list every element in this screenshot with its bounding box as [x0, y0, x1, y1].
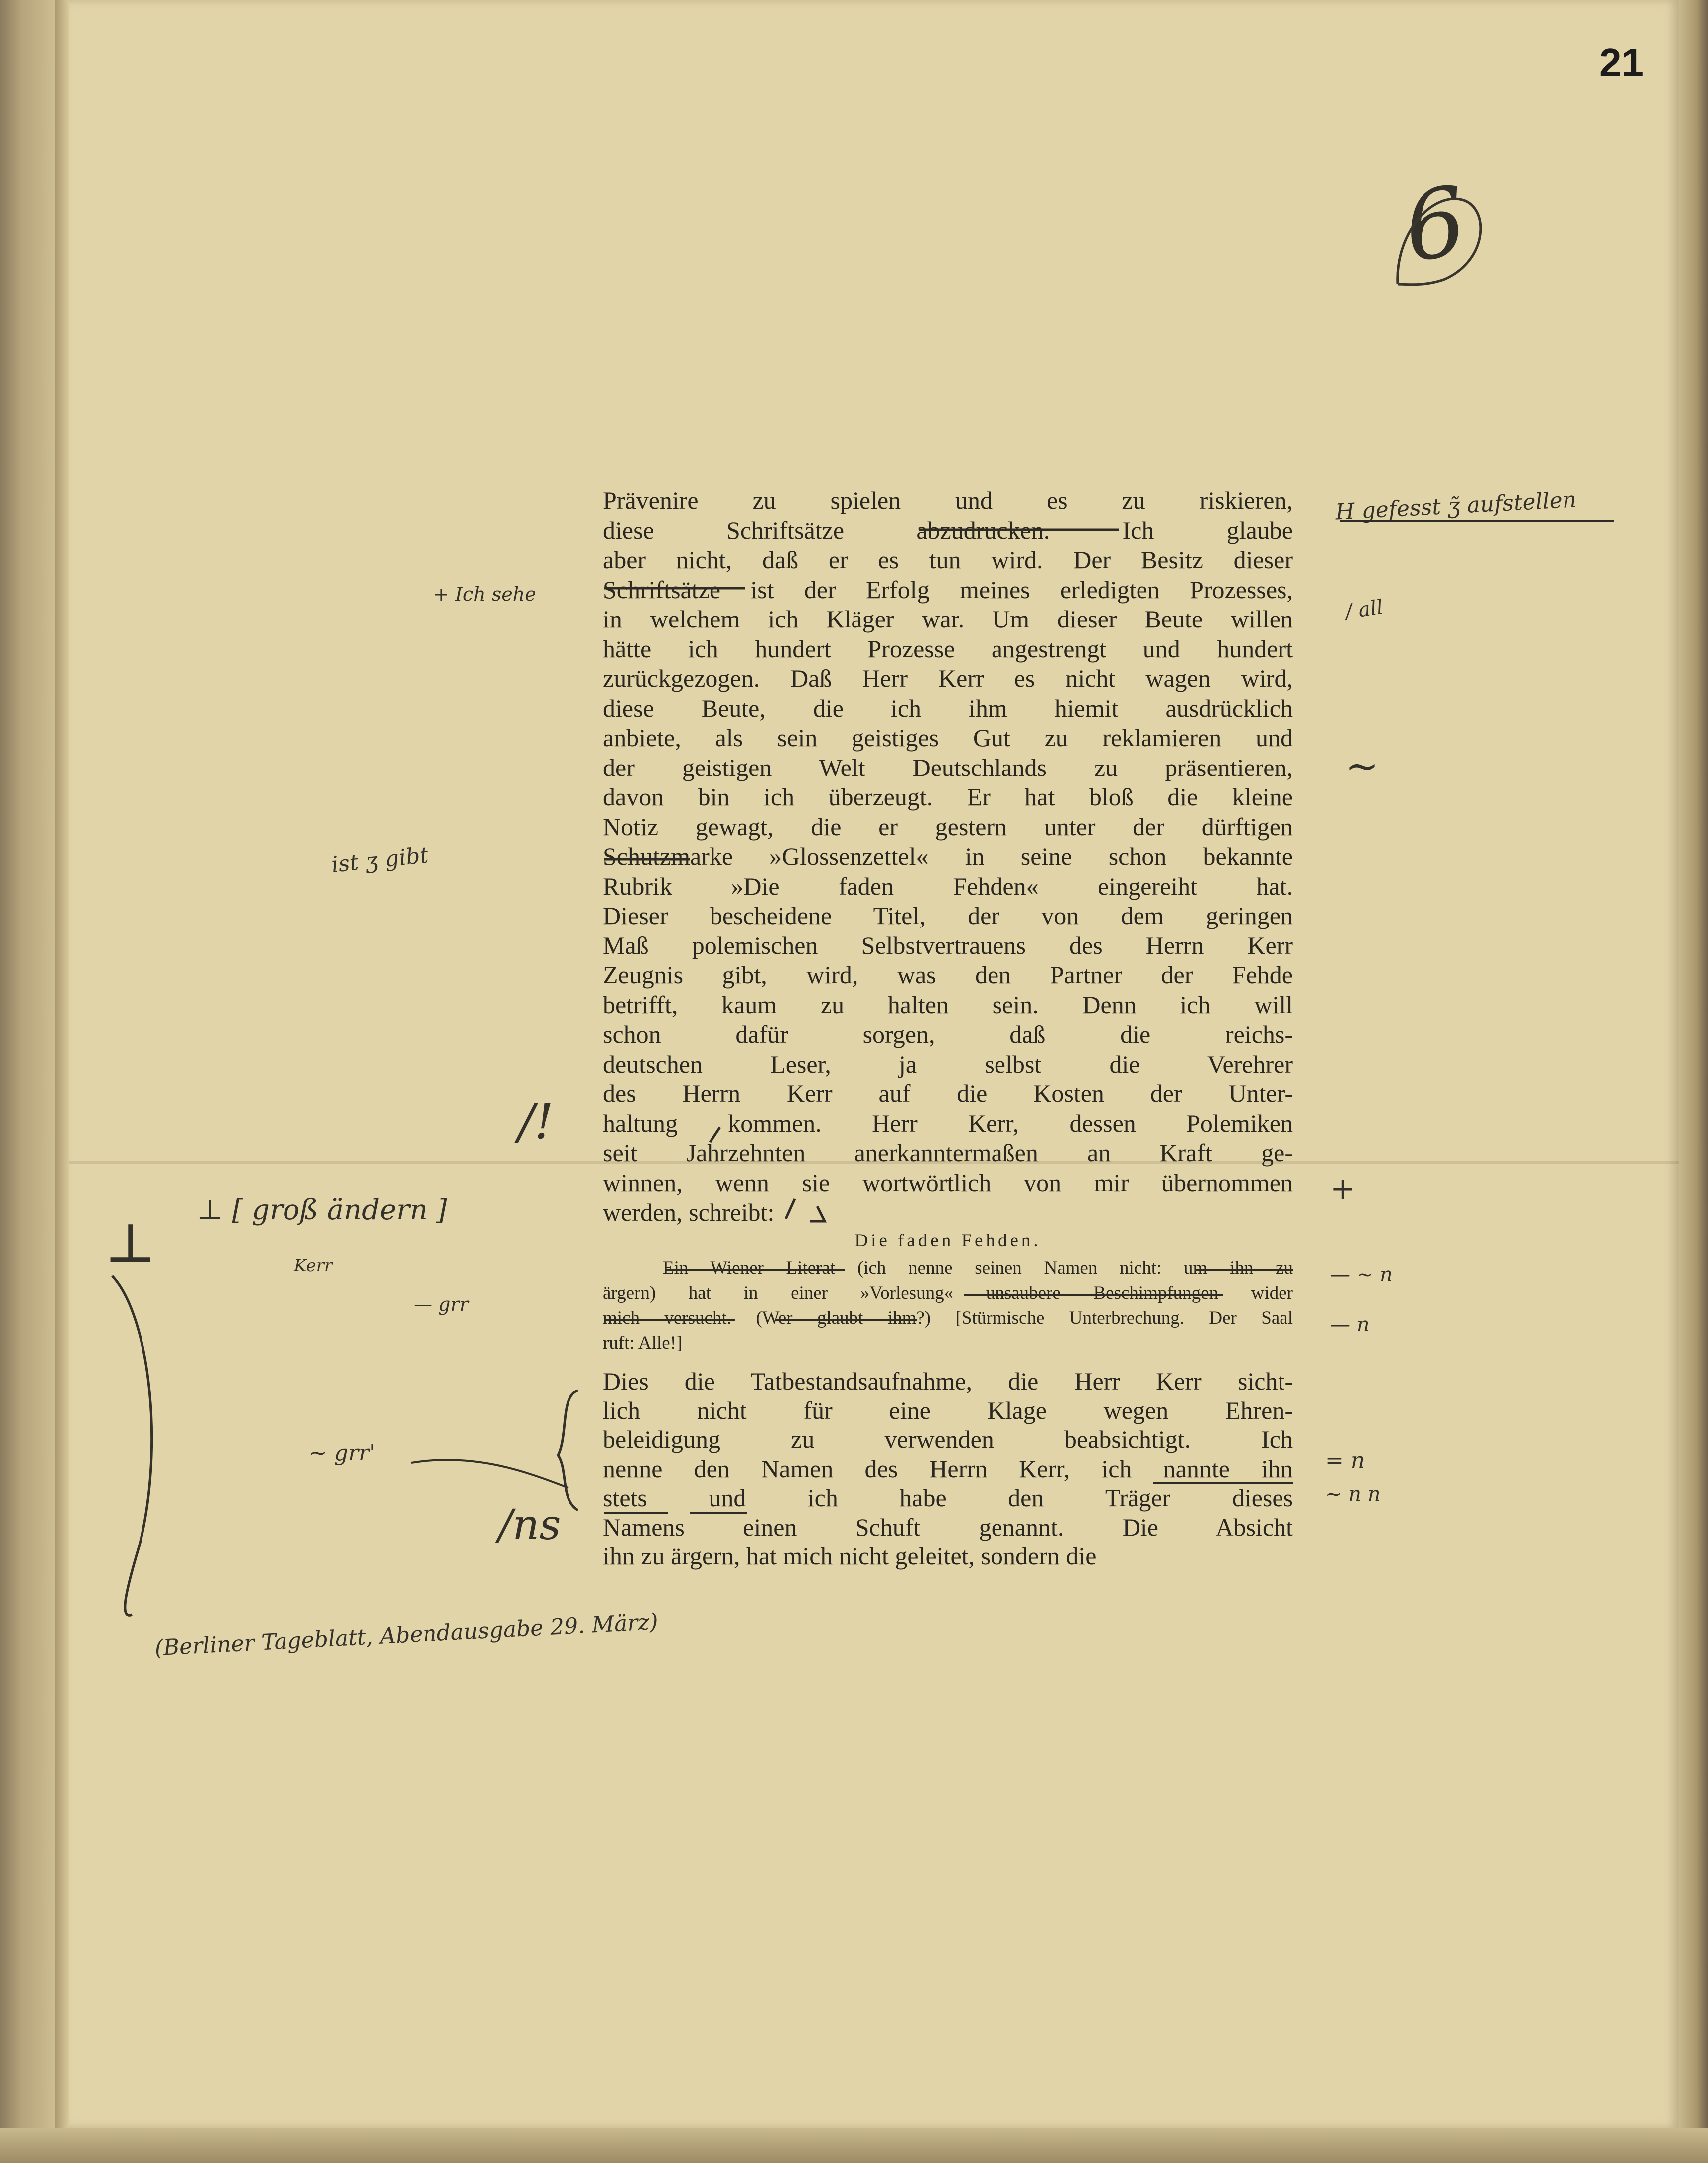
text-line: schon dafür sorgen, daß die reichs- [603, 1020, 1293, 1048]
quote-line: ruft: Alle!] [603, 1333, 683, 1353]
text-line: diese Schriftsätze abzudrucken. Ich glaube [603, 516, 1293, 544]
text-line: haltung kommen. Herr Kerr, dessen Polemiken [603, 1109, 1293, 1137]
handwritten-note: — ~ n [1330, 1263, 1393, 1286]
text-line: nenne den Namen des Herrn Kerr, ich nannte ihn [603, 1454, 1293, 1483]
insertion-mark [710, 1127, 720, 1142]
circle-mark [1398, 199, 1481, 285]
text-line: Rubrik »Die faden Fehden« eingereiht hat. [603, 872, 1293, 900]
text-line: seit Jahrzehnten anerkanntermaßen an Kraft ge- [603, 1139, 1293, 1167]
text-line: deutschen Leser, ja selbst die Verehrer [603, 1050, 1293, 1078]
handwritten-note: (Berliner Tageblatt, Abendausgabe 29. März) [154, 1609, 659, 1661]
connector-line [411, 1460, 568, 1488]
handwritten-note: /! [518, 1094, 554, 1150]
handwritten-note: + Ich sehe [433, 583, 536, 605]
handwritten-note: H gefesst ʒ̃ aufstellen [1334, 487, 1577, 525]
text-line: stets und ich habe den Träger dieses [603, 1484, 1293, 1512]
text-line: winnen, wenn sie wortwörtlich von mir übernommen [603, 1168, 1293, 1197]
handwritten-note: — n [1330, 1313, 1370, 1336]
text-line: diese Beute, die ich ihm hiemit ausdrücklich [603, 694, 1293, 722]
brace-mark [558, 1390, 578, 1510]
handwritten-note: ⊥ [ groß ändern ] [197, 1194, 447, 1226]
handwritten-note: /ns [498, 1500, 561, 1549]
quote-line: Ein Wiener Literat (ich nenne seinen Namen nicht: um ihn zu [663, 1258, 1293, 1278]
text-line: zurückgezogen. Daß Herr Kerr es nicht wagen wird, [603, 664, 1293, 692]
text-line: in welchem ich Kläger war. Um dieser Beute willen [603, 605, 1293, 633]
handwritten-note: + [1330, 1171, 1356, 1206]
text-line: ihn zu ärgern, hat mich nicht geleitet, sondern die [603, 1542, 1097, 1570]
text-line: Dies die Tatbestandsaufnahme, die Herr Kerr sicht- [603, 1367, 1293, 1395]
text-line: Namens einen Schuft genannt. Die Absicht [603, 1513, 1293, 1541]
quote-title: Die faden Fehden. [854, 1231, 1041, 1251]
text-line: Schutzmarke »Glossenzettel« in seine schon bekannte [603, 842, 1293, 870]
page-number: 21 [1599, 40, 1644, 85]
insertion-mark [786, 1199, 825, 1221]
quote-line: ärgern) hat in einer »Vorlesung« unsaubere Beschimpfungen wider [603, 1283, 1293, 1303]
text-line: lich nicht für eine Klage wegen Ehren- [603, 1396, 1293, 1424]
handwritten-note: Kerr [294, 1256, 333, 1276]
handwritten-note: ~ n n [1325, 1483, 1381, 1506]
text-line: Maß polemischen Selbstvertrauens des Herrn Kerr [603, 931, 1293, 959]
text-line: der geistigen Welt Deutschlands zu präsentieren, [603, 753, 1293, 781]
text-line: betrifft, kaum zu halten sein. Denn ich will [603, 990, 1293, 1019]
bracket-mark [112, 1276, 152, 1615]
text-line: Prävenire zu spielen und es zu riskieren, [603, 486, 1293, 514]
text-line: Zeugnis gibt, wird, was den Partner der Fehde [603, 961, 1293, 989]
text-line: Dieser bescheidene Titel, der von dem geringen [603, 902, 1293, 929]
handwritten-note: = n [1325, 1448, 1365, 1473]
quote-line: mich versucht. (Wer glaubt ihm?) [Stürmische Unterbrechung. Der Saal [603, 1308, 1293, 1328]
text-line: aber nicht, daß er es tun wird. Der Besitz dieser [603, 546, 1293, 574]
handwritten-note: ~ grr' [309, 1440, 376, 1466]
text-line: davon bin ich überzeugt. Er hat bloß die kleine [603, 783, 1293, 811]
handwritten-note: ⊥ [105, 1211, 156, 1275]
handwritten-note: ~ [1345, 743, 1379, 789]
text-line: Notiz gewagt, die er gestern unter der dürftigen [603, 812, 1293, 841]
handwritten-note: — grr [414, 1293, 469, 1315]
text-line: anbiete, als sein geistiges Gut zu reklamieren und [603, 724, 1293, 752]
text-line: des Herrn Kerr auf die Kosten der Unter- [603, 1080, 1293, 1107]
text-line: hätte ich hundert Prozesse angestrengt und hundert [603, 634, 1293, 663]
handwritten-note: / all [1344, 595, 1385, 624]
text-line: Schriftsätze ist der Erfolg meines erledigten Prozesses, [603, 575, 1293, 604]
handwritten-note: ist ʒ gibt [330, 842, 430, 878]
text-line: werden, schreibt: [603, 1198, 775, 1226]
handwritten-mark: 6 [1398, 165, 1473, 284]
text-line: beleidigung zu verwenden beabsichtigt. Ich [603, 1425, 1293, 1453]
